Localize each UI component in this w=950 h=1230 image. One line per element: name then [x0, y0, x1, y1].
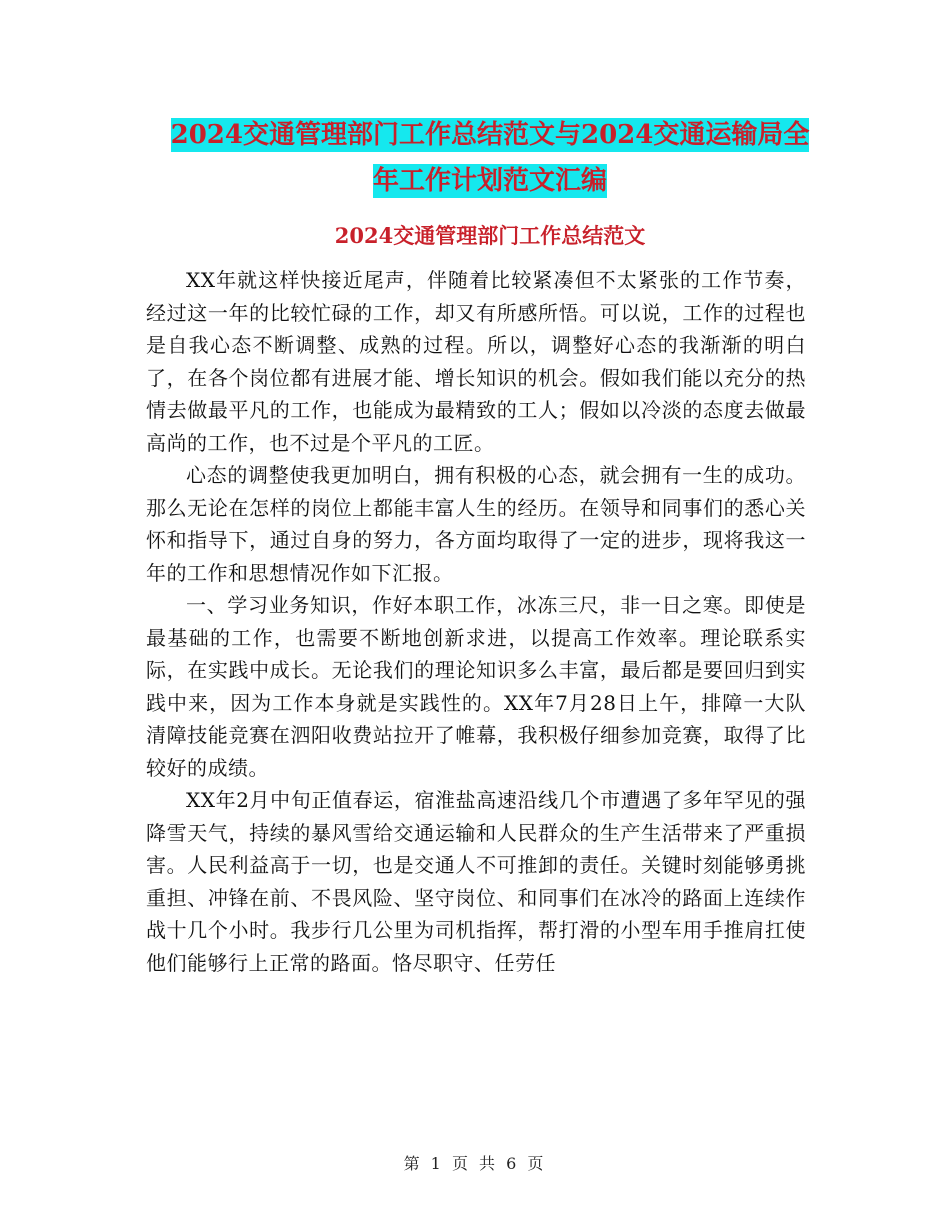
document-title [140, 112, 840, 204]
section-title: 2024交通管理部门工作总结范文 [334, 223, 646, 248]
document-title-line1: 2024交通管理部门工作总结范文与2024交通运输局全 [170, 120, 810, 150]
body-paragraph-4: XX年2月中旬正值春运，宿淮盐高速沿线几个市遭遇了多年罕见的强降雪天气，持续的暴风雪给交通运输和人民群众的生产生活带来了严重损害。人民利益高于一切，也是交通人不可推卸的责任。关键时刻能够勇挑重担、冲锋在前、不畏风险、坚守岗位、和同事们在冰冷的路面上连续作战十几个小时。我步行几公里为司机指挥，帮打滑的小型车用手推肩扛使他们能够行上正常的路面。恪尽职守、任劳任 [146, 788, 806, 975]
document-body [146, 264, 806, 979]
page-footer: 第 1 页 共 6 页 [403, 1154, 547, 1173]
body-paragraph-3: 一、学习业务知识，作好本职工作，冰冻三尺，非一日之寒。即使是最基础的工作，也需要不断地创新求进，以提高工作效率。理论联系实际，在实践中成长。无论我们的理论知识多么丰富，最后都是要回归到实践中来，因为工作本身就是实践性的。XX年7月28日上午，排障一大队清障技能竞赛在泗阳收费站拉开了帷幕，我积极仔细参加竞赛，取得了比较好的成绩。 [146, 593, 806, 780]
body-paragraph-1: XX年就这样快接近尾声，伴随着比较紧凑但不太紧张的工作节奏，经过这一年的比较忙碌的工作，却又有所感所悟。可以说，工作的过程也是自我心态不断调整、成熟的过程。所以，调整好心态的我渐渐的明白了，在各个岗位都有进展才能、增长知识的机会。假如我们能以充分的热情去做最平凡的工作，也能成为最精致的工人；假如以冷淡的态度去做最高尚的工作，也不过是个平凡的工匠。 [146, 268, 806, 455]
body-paragraph-2: 心态的调整使我更加明白，拥有积极的心态，就会拥有一生的成功。那么无论在怎样的岗位上都能丰富人生的经历。在领导和同事们的悉心关怀和指导下，通过自身的努力，各方面均取得了一定的进步，现将我这一年的工作和思想情况作如下汇报。 [146, 463, 806, 585]
document-title-line2: 年工作计划范文汇编 [372, 166, 607, 196]
